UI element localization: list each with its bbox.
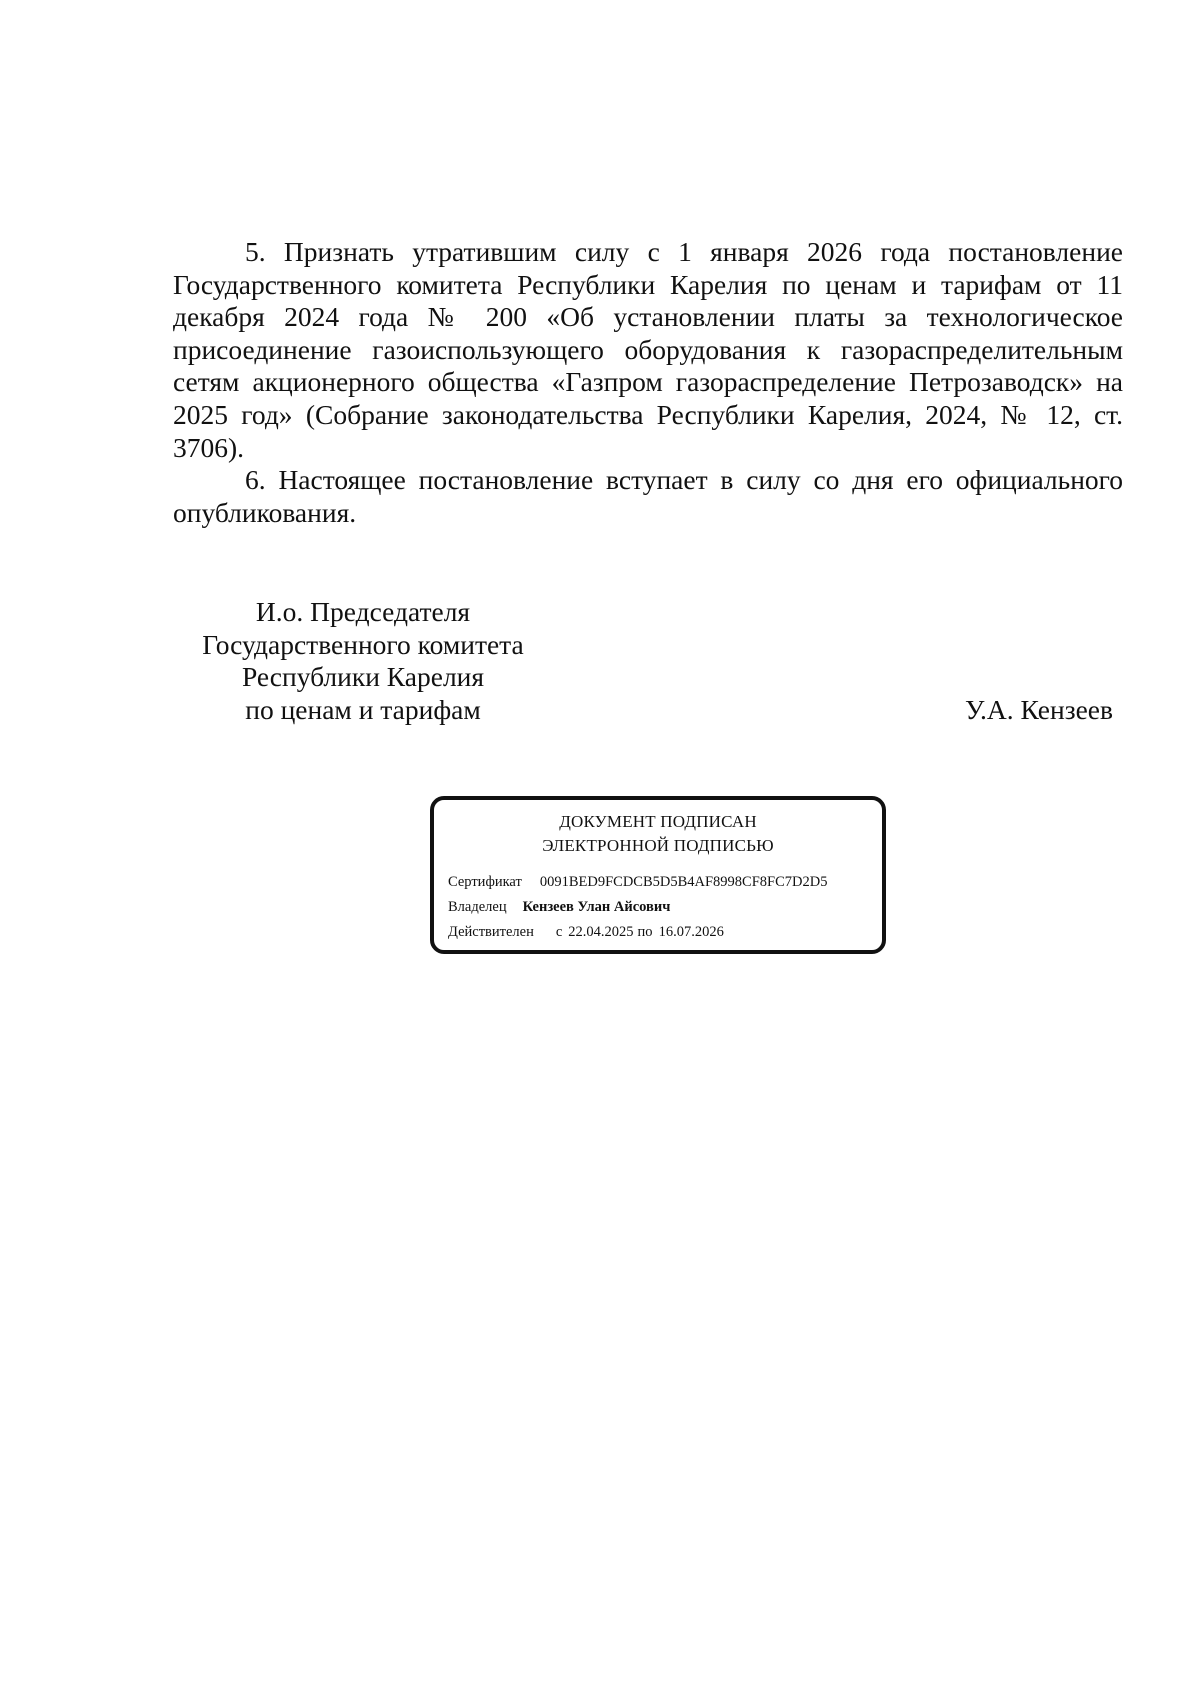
paragraph-6: 6. Настоящее постановление вступает в силу со дня его официального опубликования. xyxy=(173,464,1123,528)
electronic-signature-stamp xyxy=(430,796,886,954)
valid-from-prefix: с xyxy=(555,924,563,940)
stamp-details xyxy=(434,870,882,945)
stamp-owner-row xyxy=(448,895,882,920)
stamp-title-line-2: ЭЛЕКТРОННОЙ ПОДПИСЬЮ xyxy=(542,836,774,855)
signature-block xyxy=(173,596,1123,736)
certificate-label: Сертификат xyxy=(448,874,522,890)
stamp-validity-row xyxy=(448,920,882,945)
owner-value: Кензеев Улан Айсович xyxy=(522,899,671,915)
valid-to-date: 16.07.2026 xyxy=(658,924,724,940)
paragraph-5: 5. Признать утратившим силу с 1 января 2026 года постановление Государственного комитета Республики Карелия по ценам и тарифам от 11 декабря 2024 года № 200 «Об установлении платы за технологическое присоединение газоиспользующего оборудования к газораспределительным сетям акционерного общества «Газпром газораспределение Петрозаводск» на 2025 год» (Собрание законодательства Республики Карелия, 2024, № 12, ст. 3706). xyxy=(173,236,1123,463)
document-body xyxy=(173,236,1123,529)
signer-position-line-2: Государственного комитета xyxy=(202,628,524,660)
signer-position xyxy=(173,596,553,726)
owner-label: Владелец xyxy=(448,899,507,915)
certificate-value: 0091BED9FCDCB5D5B4AF8998CF8FC7D2D5 xyxy=(539,874,828,890)
signer-position-line-1: И.о. Председателя xyxy=(255,596,471,627)
signer-position-line-3: Республики Карелия xyxy=(241,661,485,693)
valid-from-date: 22.04.2025 xyxy=(568,924,634,940)
signer-name: У.А. Кензеев xyxy=(965,693,1113,725)
stamp-certificate-row xyxy=(448,870,882,895)
stamp-title-line-1: ДОКУМЕНТ ПОДПИСАН xyxy=(559,812,757,831)
stamp-header xyxy=(434,810,882,858)
signer-position-line-4: по ценам и тарифам xyxy=(245,693,481,725)
valid-to-prefix: по xyxy=(637,924,653,940)
validity-label: Действителен xyxy=(448,924,534,940)
